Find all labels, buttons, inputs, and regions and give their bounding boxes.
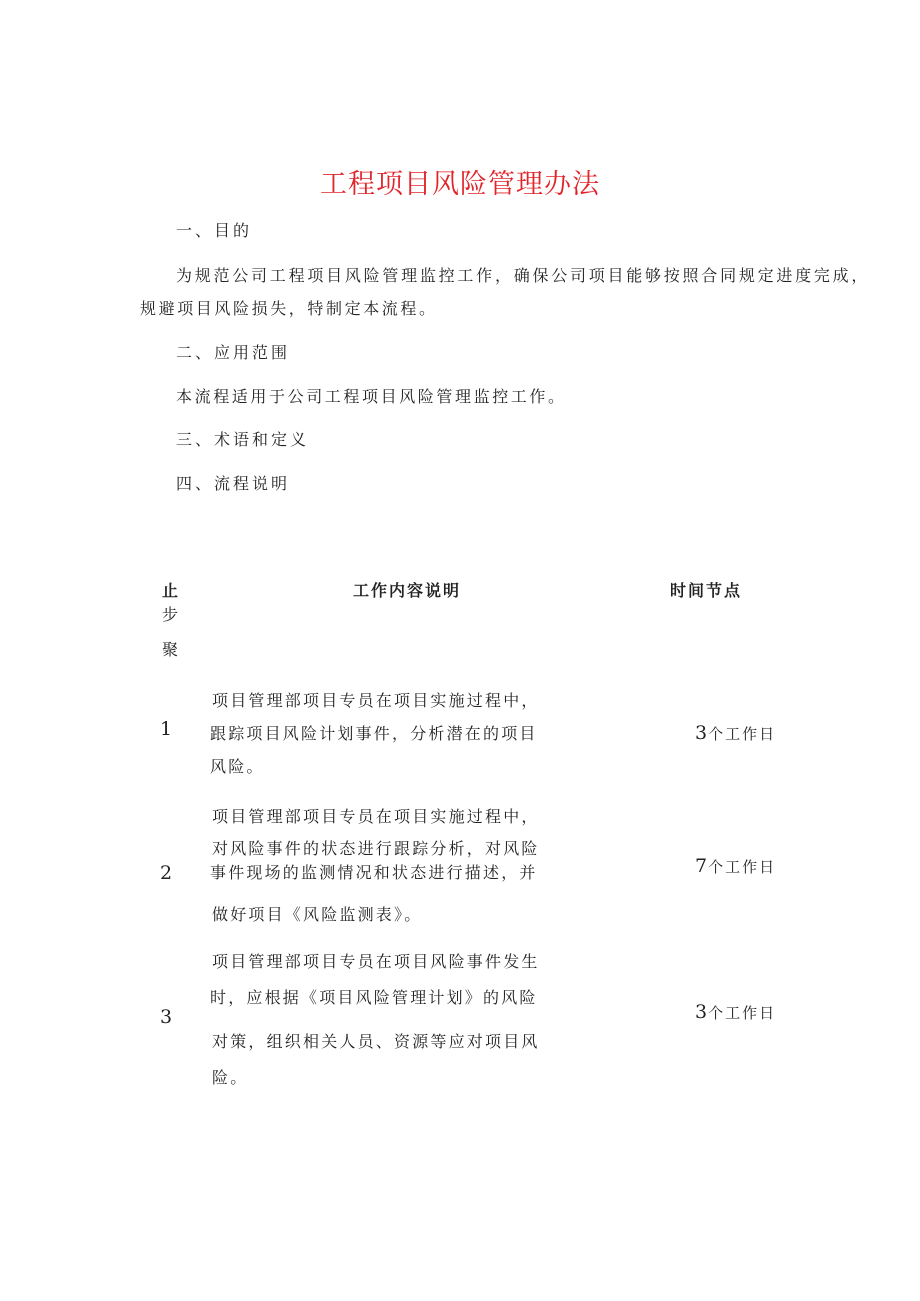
description-line: 做好项目《风险监测表》。	[212, 905, 423, 924]
time-node	[695, 722, 776, 744]
description-line: 项目管理部项目专员在项目实施过程中，	[212, 691, 540, 710]
description-line: 事件现场的监测情况和状态进行描述，并	[210, 863, 538, 882]
description-line: 对策，组织相关人员、资源等应对项目风	[212, 1032, 540, 1051]
header-time: 时间节点	[670, 581, 743, 600]
time-node-unit: 个工作日	[708, 1004, 777, 1022]
step-description	[210, 945, 550, 1094]
step-number: 2	[160, 862, 173, 884]
step-number: 3	[160, 1006, 173, 1028]
section-heading-terms: 三、术语和定义	[176, 430, 310, 449]
description-line: 风险。	[210, 757, 265, 776]
time-node	[695, 855, 776, 877]
time-node-unit: 个工作日	[708, 725, 777, 743]
step-description	[210, 684, 550, 783]
section-heading-scope: 二、应用范围	[176, 343, 291, 362]
time-node-unit: 个工作日	[708, 858, 777, 876]
time-node-number: 3	[695, 1001, 709, 1023]
header-step-char-1: 止	[162, 581, 179, 600]
header-step-char-2: 步	[162, 605, 179, 624]
time-node-number: 3	[695, 722, 709, 744]
step-number: 1	[160, 718, 173, 740]
header-step-char-3: 聚	[162, 640, 179, 659]
step-description	[210, 800, 550, 931]
description-line: 险。	[212, 1068, 249, 1087]
purpose-paragraph: 为规范公司工程项目风险管理监控工作，确保公司项目能够按照合同规定进度完成，规避项目风险损失，特制定本流程。	[140, 266, 870, 318]
time-node-number: 7	[695, 855, 709, 877]
time-node	[695, 1001, 776, 1023]
description-line: 跟踪项目风险计划事件，分析潜在的项目	[210, 724, 538, 743]
section-heading-purpose: 一、目的	[176, 221, 253, 240]
description-line: 项目管理部项目专员在项目风险事件发生	[212, 952, 540, 971]
document-title: 工程项目风险管理办法	[320, 169, 600, 200]
description-line: 对风险事件的状态进行跟踪分析，对风险	[212, 839, 540, 858]
section-heading-process: 四、流程说明	[176, 474, 291, 493]
description-line: 时，应根据《项目风险管理计划》的风险	[210, 988, 538, 1007]
description-line: 项目管理部项目专员在项目实施过程中，	[212, 807, 540, 826]
header-content: 工作内容说明	[353, 581, 462, 600]
scope-paragraph: 本流程适用于公司工程项目风险管理监控工作。	[176, 387, 567, 406]
